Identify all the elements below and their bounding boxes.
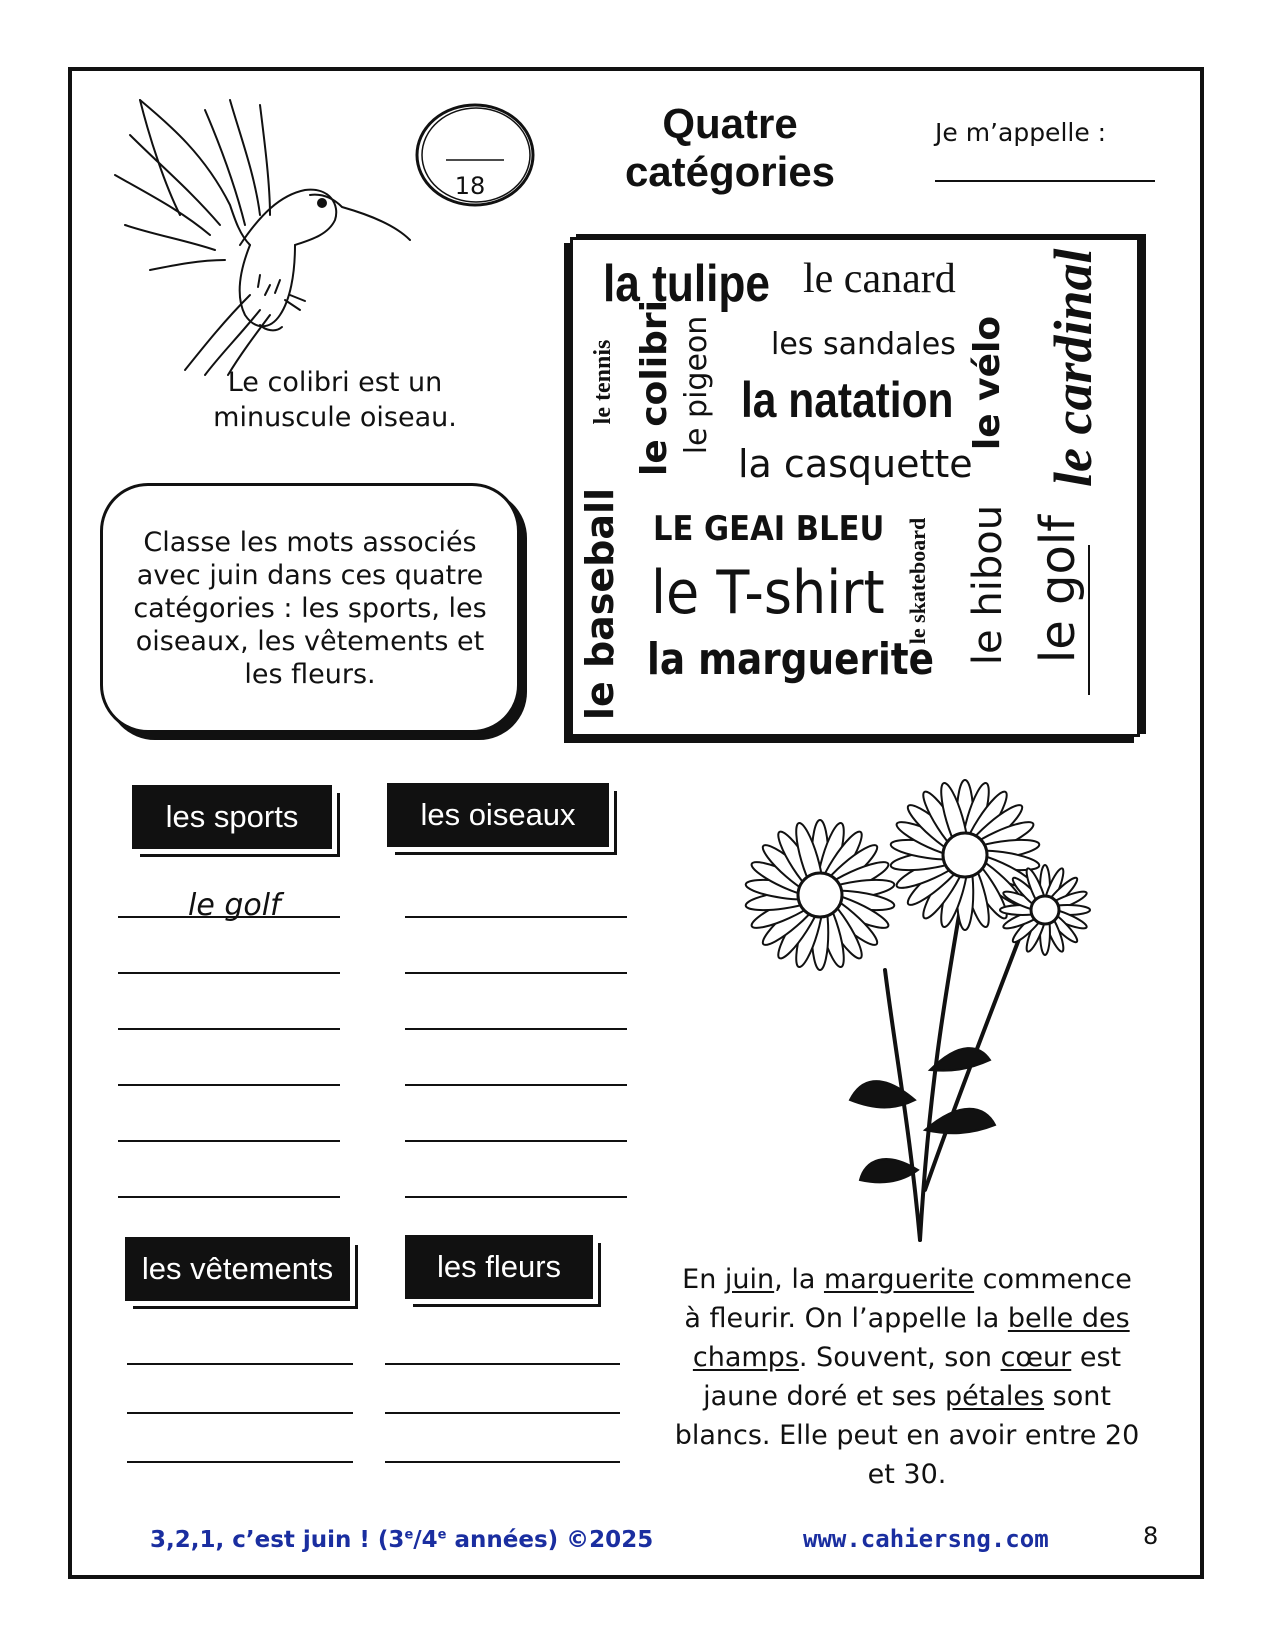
paragraph-text: commence à fleurir. On l’appelle la xyxy=(684,1264,1132,1334)
word-la-tulipe: la tulipe xyxy=(603,255,771,313)
bird-caption: Le colibri est un minuscule oiseau. xyxy=(213,367,457,433)
instructions-box xyxy=(100,483,520,733)
category-tag-sports: les sports xyxy=(132,785,332,849)
answer-line-sports[interactable] xyxy=(118,1028,340,1030)
page-title xyxy=(600,100,860,196)
word-le-colibri: le colibri xyxy=(634,300,675,476)
instructions-text: Classe les mots associés avec juin dans ces quatre catégories : les sports, les oiseaux, les vêtements et les fleurs. xyxy=(133,526,487,690)
hummingbird-illustration xyxy=(110,95,420,380)
name-field[interactable] xyxy=(935,180,1155,182)
footer-sup: e xyxy=(437,1527,447,1543)
word-le-hibou: le hibou xyxy=(965,504,1011,666)
word-le-pigeon: le pigeon xyxy=(679,315,714,455)
score-value: 18 xyxy=(454,172,486,200)
word-le-skateboard: le skateboard xyxy=(905,517,930,645)
answer-line-fleurs[interactable] xyxy=(385,1461,620,1463)
underlined-word: belle des champs xyxy=(692,1303,1130,1373)
paragraph-text: . Souvent, son xyxy=(798,1342,1001,1373)
golf-strike xyxy=(1088,545,1090,695)
footer-title xyxy=(150,1527,653,1553)
paragraph-text: est jaune doré et ses xyxy=(703,1342,1122,1412)
category-tag-fleurs: les fleurs xyxy=(405,1235,593,1299)
answer-line-oiseaux[interactable] xyxy=(405,1084,627,1086)
word-le-tennis: le tennis xyxy=(590,339,616,425)
word-le-geai-bleu: LE GEAI BLEU xyxy=(653,509,885,549)
footer-title-part: /4 xyxy=(413,1527,438,1553)
underlined-word: pétales xyxy=(945,1381,1045,1412)
paragraph-text: , la xyxy=(774,1264,824,1295)
daisy-paragraph xyxy=(672,1260,1142,1494)
footer-url[interactable]: www.cahiersng.com xyxy=(803,1525,1049,1553)
word-le-golf: le golf xyxy=(1030,514,1086,664)
answer-line-oiseaux[interactable] xyxy=(405,1140,627,1142)
answer-line-sports[interactable] xyxy=(118,1140,340,1142)
answer-line-oiseaux[interactable] xyxy=(405,1196,627,1198)
footer-sup: e xyxy=(404,1527,414,1543)
word-le-baseball: le baseball xyxy=(578,487,622,721)
word-le-tshirt: le T-shirt xyxy=(651,558,885,628)
page-number: 8 xyxy=(1143,1522,1159,1550)
answer-line-oiseaux[interactable] xyxy=(405,916,627,918)
word-bank xyxy=(570,237,1140,737)
word-la-casquette: la casquette xyxy=(738,442,973,486)
title-line-2: catégories xyxy=(624,148,836,195)
answer-line-sports[interactable] xyxy=(118,1196,340,1198)
footer-title-part: 3,2,1, c’est juin ! (3 xyxy=(150,1527,405,1553)
answer-line-vetements[interactable] xyxy=(127,1412,353,1414)
word-la-natation: la natation xyxy=(741,372,954,428)
daisy-illustration xyxy=(710,770,1130,1250)
answer-line-oiseaux[interactable] xyxy=(405,972,627,974)
answer-line-vetements[interactable] xyxy=(127,1461,353,1463)
answer-line-fleurs[interactable] xyxy=(385,1412,620,1414)
title-line-1: Quatre xyxy=(662,100,798,147)
word-le-velo: le vélo xyxy=(967,315,1008,451)
word-le-cardinal: le cardinal xyxy=(1043,248,1103,487)
answer-line-sports[interactable] xyxy=(118,916,340,918)
answer-line-sports[interactable] xyxy=(118,972,340,974)
underlined-word: juin xyxy=(724,1264,775,1295)
name-label: Je m’appelle : xyxy=(935,118,1107,147)
word-la-marguerite: la marguerite xyxy=(647,634,935,685)
answer-line-sports[interactable] xyxy=(118,1084,340,1086)
footer-title-part: années) ©2025 xyxy=(446,1527,654,1553)
answer-line-oiseaux[interactable] xyxy=(405,1028,627,1030)
example-answer: le golf xyxy=(188,888,281,923)
answer-line-fleurs[interactable] xyxy=(385,1363,620,1365)
paragraph-text: sont blancs. Elle peut en avoir entre 20 et 30. xyxy=(674,1381,1140,1490)
answer-line-vetements[interactable] xyxy=(127,1363,353,1365)
word-le-canard: le canard xyxy=(803,256,956,302)
underlined-word: cœur xyxy=(1000,1342,1072,1373)
word-les-sandales: les sandales xyxy=(771,327,956,362)
paragraph-text: En xyxy=(682,1264,725,1295)
category-tag-vetements: les vêtements xyxy=(125,1237,350,1301)
category-tag-oiseaux: les oiseaux xyxy=(387,783,609,847)
underlined-word: marguerite xyxy=(823,1264,975,1295)
